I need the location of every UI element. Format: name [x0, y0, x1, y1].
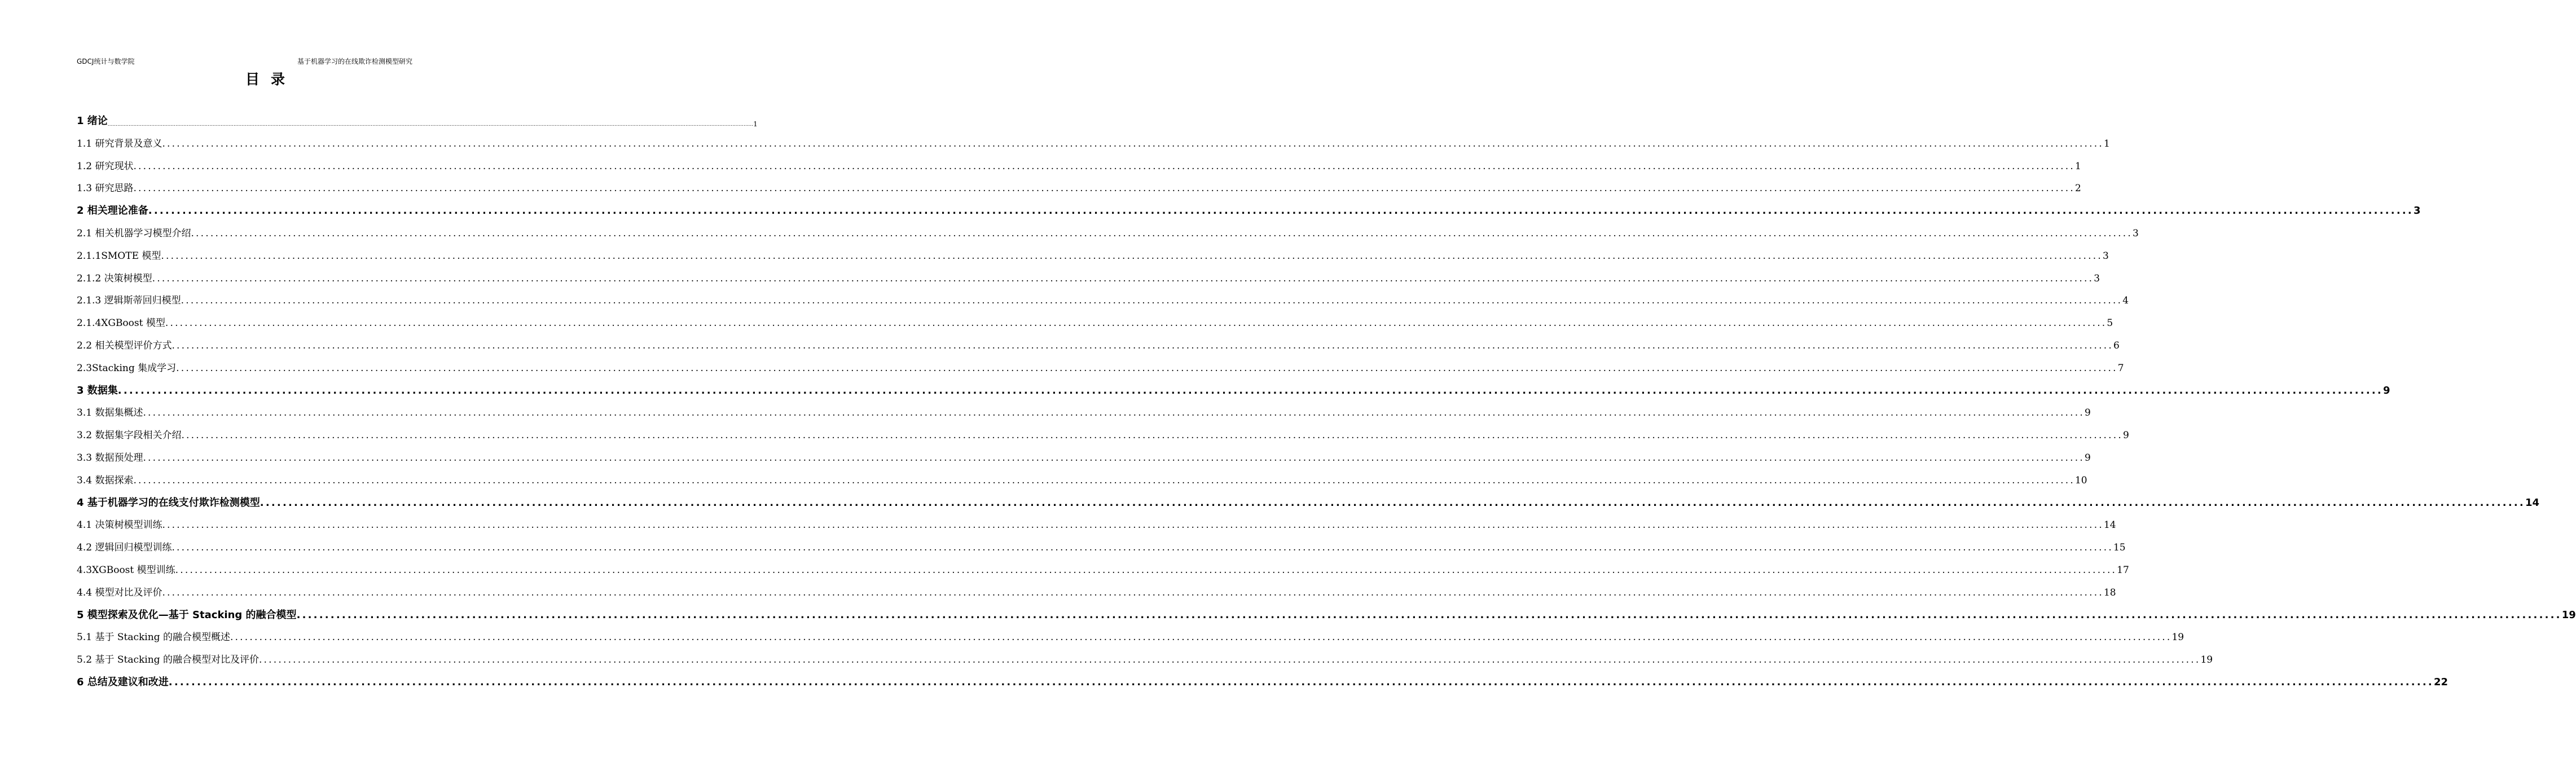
toc-entry[interactable] — [77, 359, 2124, 375]
toc-leader-dots: ................................................................................................................................................................................................................................................................................................................................................................................................................ — [152, 272, 2094, 284]
toc-entry-label: 2 相关理论准备 — [77, 205, 148, 217]
header-left: GDCJ统计与数学院 — [77, 58, 135, 65]
toc-entry-page: 19 — [2200, 654, 2213, 666]
toc-leader-dots: ................................................................................................................................................................................................................................................................................................................................................................................................................ — [165, 318, 2107, 329]
toc-entry-page: 3 — [2413, 205, 2421, 217]
toc-entry-page: 7 — [2117, 362, 2124, 374]
toc-entry-label: 3.1 数据集概述 — [77, 407, 143, 419]
toc-entry-label: 2.3Stacking 集成学习 — [77, 362, 177, 374]
toc-entry[interactable] — [77, 157, 2081, 173]
toc-entry-label: 4.3XGBoost 模型训练 — [77, 565, 175, 576]
toc-leader-dots: ................................................................................................................................................................................................................................................................................................................................................................................................................ — [296, 609, 2562, 621]
toc-entry-label: 5.2 基于 Stacking 的融合模型对比及评价 — [77, 654, 259, 666]
toc-leader-dots: ................................................................................................................................................................................................................................................................................................................................................................................................................ — [133, 183, 2075, 195]
toc-entry-label: 4.4 模型对比及评价 — [77, 587, 162, 598]
toc-entry[interactable] — [77, 539, 2126, 554]
toc-entry-label: 4.1 决策树模型训练 — [77, 519, 162, 531]
toc-entry-page: 9 — [2122, 430, 2129, 442]
toc-leader-dots: ................................................................................................................................................................................................................................................................................................................................................................................................................ — [148, 205, 2414, 217]
toc-entry[interactable] — [77, 651, 2213, 667]
toc-entry-page: 1 — [2103, 138, 2110, 149]
toc-leader-dots: ................................................................................................................................................................................................................................................................................................................................................................................................................ — [168, 676, 2434, 688]
toc-leader-dots: ................................................................................................................................................................................................................................................................................................................................................................................................................ — [230, 632, 2172, 644]
toc-leader-dots: ................................................................................................................................................................................................................................................................................................................................................................................................................ — [143, 407, 2085, 419]
toc-entry-label: 3 数据集 — [77, 384, 118, 396]
toc-entry-page: 3 — [2094, 272, 2100, 284]
toc-leader-dots: ................................................................................................................................................................................................................................................................................................................................................................................................................ — [143, 452, 2085, 464]
toc-entry-page: 9 — [2084, 407, 2091, 419]
toc-entry[interactable] — [77, 314, 2113, 330]
toc-leader-dots: ................................................................................................................................................................................................................................................................................................................................................................................................................ — [117, 384, 2383, 396]
toc-leader-dots: ................................................................................................................................................................................................................................................................................................................................................................................................................ — [260, 496, 2525, 509]
toc-entry-label: 2.1 相关机器学习模型介绍 — [77, 228, 191, 239]
toc-entry-page: 19 — [2171, 632, 2184, 644]
toc-entry-page: 18 — [2103, 587, 2116, 598]
toc-entry-page: 1 — [753, 120, 758, 128]
toc-entry[interactable] — [77, 449, 2091, 465]
toc-entry-page: 5 — [2107, 318, 2113, 329]
header-right: 基于机器学习的在线欺诈检测模型研究 — [297, 58, 413, 65]
toc-entry[interactable] — [77, 337, 2120, 352]
toc-entry-label: 4 基于机器学习的在线支付欺诈检测模型 — [77, 496, 260, 509]
toc-entry-label: 6 总结及建议和改进 — [77, 676, 169, 688]
toc-leader-dots: ................................................................................................................................................................................................................................................................................................................................................................................................................ — [181, 295, 2123, 307]
toc-entry-label: 1.2 研究现状 — [77, 160, 134, 172]
toc-entry-label: 5 模型探索及优化—基于 Stacking 的融合模型 — [77, 609, 297, 621]
toc-leader-dots: ................................................................................................................................................................................................................................................................................................................................................................................................................ — [258, 654, 2201, 666]
toc-entry[interactable] — [77, 270, 2100, 285]
toc-leader-dots: ................................................................................................................................................................................................................................................................................................................................................................................................................ — [133, 160, 2075, 172]
toc-entry[interactable] — [77, 202, 2421, 218]
toc-entry[interactable] — [77, 247, 2109, 263]
toc-entry[interactable] — [77, 426, 2129, 442]
toc-entry-page: 9 — [2084, 452, 2091, 464]
toc-leader-dots: ................................................................................................................................................................................................................................................................................................................................................................................................................ — [181, 430, 2123, 442]
toc-entry-label: 1 绪论 — [77, 115, 108, 127]
toc-entry-label: 2.1.1SMOTE 模型 — [77, 250, 161, 262]
toc-entry-label: 1.1 研究背景及意义 — [77, 138, 162, 149]
toc-entry[interactable] — [77, 494, 2540, 510]
toc-entry-page: 1 — [2074, 160, 2081, 172]
toc-entry[interactable] — [77, 561, 2129, 577]
toc-entry-label: 3.2 数据集字段相关介绍 — [77, 430, 182, 442]
toc-entry[interactable] — [77, 673, 2448, 689]
toc-entry-label: 2.1.3 逻辑斯蒂回归模型 — [77, 295, 181, 307]
toc-entry-page: 22 — [2433, 676, 2448, 688]
toc-entry-page: 9 — [2382, 384, 2390, 396]
toc-leader-dots: ................................................................................................................................................................................................................................................................................................................................................................................................................ — [191, 228, 2133, 239]
toc-entry-page: 17 — [2117, 565, 2129, 576]
toc-leader-dots: ................................................................................................................................................................................................................................................................................................................................................................................................................ — [176, 362, 2118, 374]
toc-entry-page: 19 — [2561, 609, 2576, 621]
toc-leader-dots: ................................................................................................................................................................................................................................................................................................................................................................................................................ — [161, 250, 2103, 262]
toc-entry-label: 2.1.2 决策树模型 — [77, 272, 152, 284]
toc-entry-label: 5.1 基于 Stacking 的融合模型概述 — [77, 632, 230, 644]
toc-leader-dots: ................................................................................................................................................................................................................................................................................................................................................................................................................ — [172, 542, 2113, 554]
toc-entry[interactable] — [77, 112, 758, 128]
toc-leader-dots: ................................................................................................................................................................................................................................................................................................................................................................................................................ — [162, 519, 2104, 531]
toc-entry-label: 4.2 逻辑回归模型训练 — [77, 542, 172, 554]
toc-entry[interactable] — [77, 471, 2087, 487]
toc-entry-page: 15 — [2113, 542, 2126, 554]
toc-entry-page: 4 — [2122, 295, 2129, 307]
toc-entry[interactable] — [77, 404, 2091, 420]
toc-entry-page: 10 — [2074, 474, 2087, 486]
toc-entry-label: 3.4 数据探索 — [77, 474, 134, 486]
toc-leader-dots: ................................................................................................................................................................................................................................................................................................................................................................................................................ — [133, 474, 2075, 486]
toc-entry-page: 3 — [2102, 250, 2109, 262]
toc-entry[interactable] — [77, 224, 2139, 240]
toc-entry-page: 6 — [2113, 340, 2120, 351]
toc-entry[interactable] — [77, 628, 2184, 644]
toc-leader-dots: ................................................................................................................................................................................................................................................................................................................................................................................................................ — [162, 587, 2104, 598]
toc-entry[interactable] — [77, 135, 2110, 151]
toc-entry-label: 2.1.4XGBoost 模型 — [77, 318, 165, 329]
toc-entry-page: 14 — [2103, 519, 2116, 531]
toc-leader-dots: ................................................................................................................................................................................................................................................................................................................................................................................................................ — [175, 565, 2117, 576]
toc-leader-dots: ................................................................................................................................................................................................................................................................................................................................................................................................................ — [172, 340, 2113, 351]
toc-entry[interactable] — [77, 606, 2576, 622]
toc-entry[interactable] — [77, 584, 2116, 600]
toc-entry-page: 3 — [2132, 228, 2139, 239]
toc-entry[interactable] — [77, 516, 2116, 532]
toc-entry[interactable] — [77, 382, 2390, 398]
toc-entry-label: 1.3 研究思路 — [77, 183, 134, 195]
toc-entry-label: 2.2 相关模型评价方式 — [77, 340, 172, 351]
toc-entry-page: 2 — [2074, 183, 2081, 195]
toc-entry-label: 3.3 数据预处理 — [77, 452, 143, 464]
toc-entry[interactable] — [77, 292, 2129, 307]
page-title: 目录 — [245, 71, 296, 87]
toc-entry[interactable] — [77, 179, 2081, 195]
toc-leader-dots: ................................................................................................................................................................................................................................................................................................................................................................................................................ — [162, 138, 2104, 149]
toc-leader-dots: ................................................................................................................................................................................................................................................................................................................................................................................................................ — [107, 122, 754, 127]
toc-entry-page: 14 — [2525, 496, 2540, 509]
